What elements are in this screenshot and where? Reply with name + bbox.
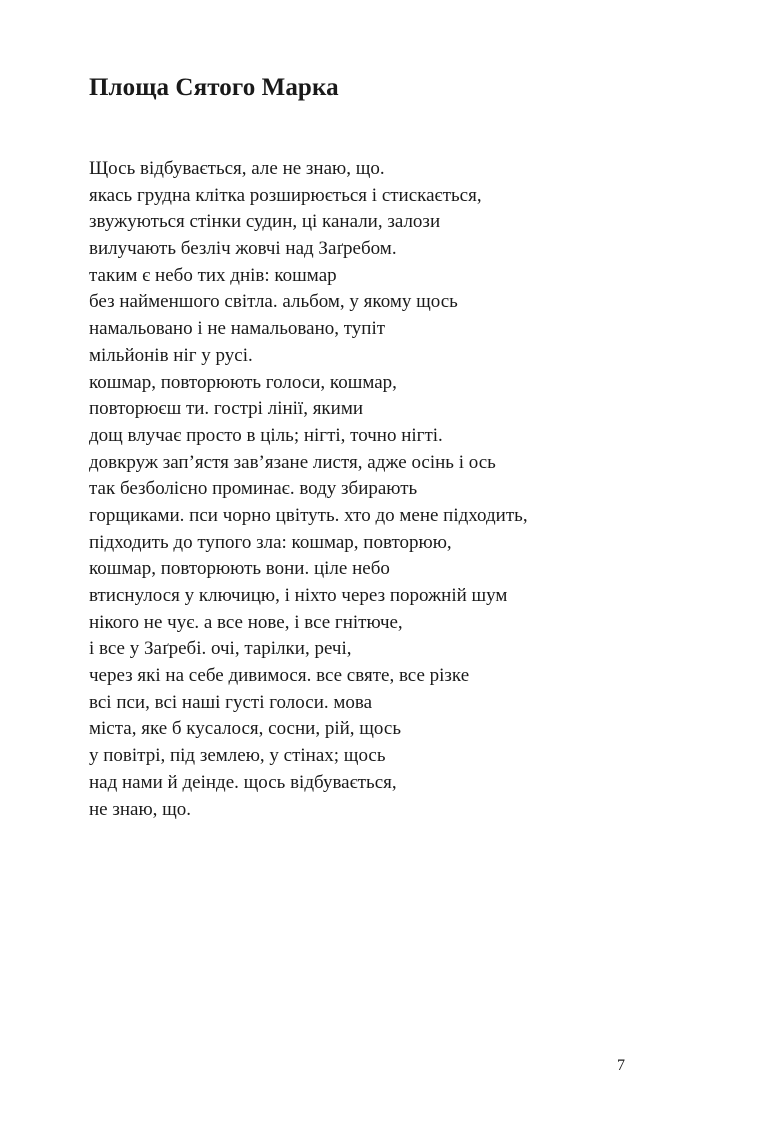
- poem-line: таким є небо тих днів: кошмар: [89, 264, 337, 286]
- poem-line: через які на себе дивимося. все святе, все різке: [89, 665, 470, 687]
- poem-line: втиснулося у ключицю, і ніхто через порожній шум: [89, 585, 508, 606]
- poem-line: вилучають безліч жовчі над Заґребом.: [89, 238, 397, 260]
- poem-line: горщиками. пси чорно цвітуть. хто до мене підходить,: [89, 504, 528, 526]
- poem-body: [89, 156, 709, 823]
- poem-line: повторюєш ти. гострі лінії, якими: [89, 398, 364, 420]
- page-number: 7: [617, 1057, 625, 1074]
- poem-line: довкруж зап’ястя зав’язане листя, адже осінь і ось: [89, 451, 496, 473]
- poem-line: міста, яке б кусалося, сосни, рій, щось: [89, 718, 401, 740]
- poem-line: і все у Заґребі. очі, тарілки, речі,: [89, 638, 352, 660]
- poem-line: звужуються стінки судин, ці канали, залози: [89, 211, 441, 233]
- poem-line: дощ влучає просто в ціль; нігті, точно нігті.: [89, 424, 443, 446]
- poem-line: Щось відбувається, але не знаю, що.: [89, 158, 385, 179]
- poem-line: підходить до тупого зла: кошмар, повторюю,: [89, 531, 452, 553]
- poem-line: нікого не чує. а все нове, і все гнітюче,: [89, 611, 403, 633]
- poem-line: без найменшого світла. альбом, у якому щось: [89, 291, 458, 313]
- poem-line: всі пси, всі наші густі голоси. мова: [89, 691, 373, 713]
- poem-line: над нами й деінде. щось відбувається,: [89, 771, 397, 793]
- poem-line: кошмар, повторюють голоси, кошмар,: [89, 371, 397, 393]
- poem-line: намальовано і не намальовано, тупіт: [89, 318, 386, 340]
- poem-line: у повітрі, під землею, у стінах; щось: [89, 745, 386, 767]
- poem-line: кошмар, повторюють вони. ціле небо: [89, 558, 390, 580]
- poem-line: якась грудна клітка розширюється і стискається,: [89, 184, 482, 206]
- poem-line: мільйонів ніг у русі.: [89, 344, 253, 366]
- poem-line: так безболісно проминає. воду збирають: [89, 478, 418, 500]
- poem-line: не знаю, що.: [89, 798, 192, 820]
- poem-title: Площа Сятого Марка: [89, 74, 339, 101]
